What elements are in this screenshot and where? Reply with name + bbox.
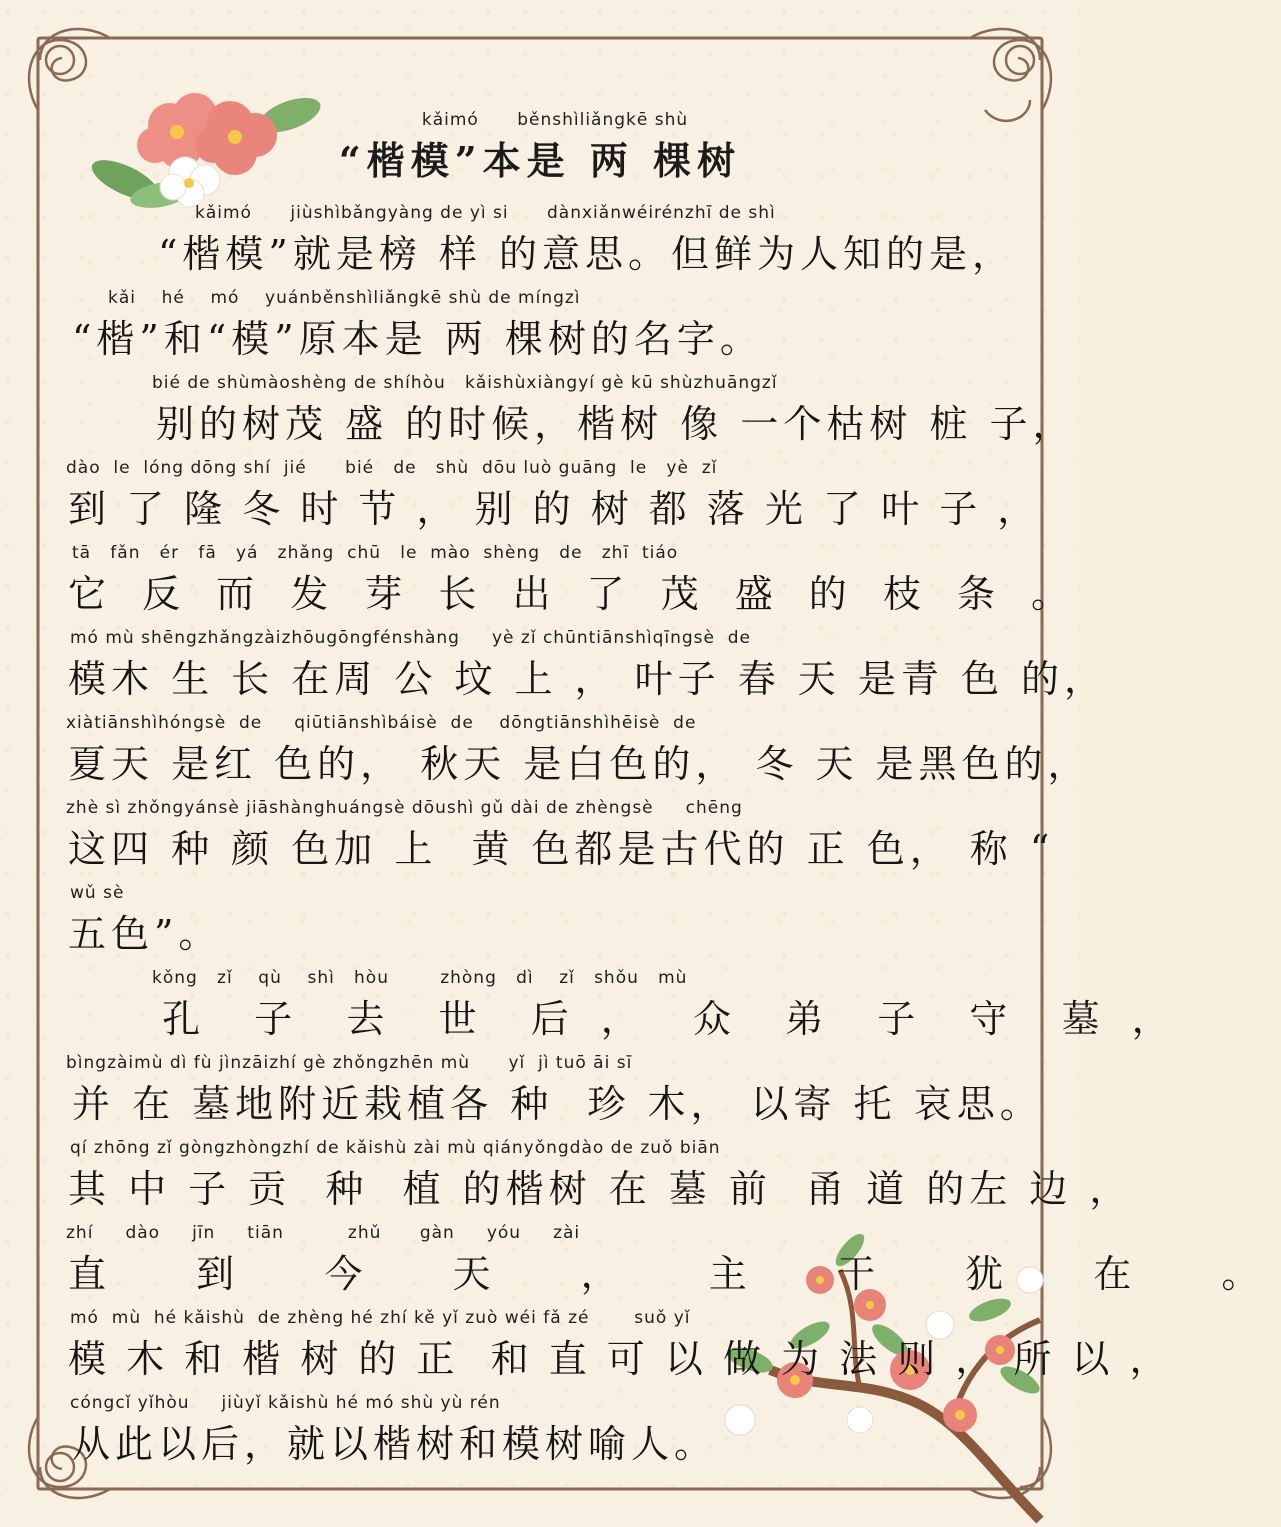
pinyin-line: kǎimó jiùshìbǎngyàng de yì si dànxiǎnwéirénzhī de shì [195, 203, 776, 223]
hanzi-line: “楷”和“模”原本是 两 棵树的名字。 [72, 317, 763, 361]
hanzi-line: 其 中 子 贡 种 植 的楷树 在 墓 前 甬 道 的左 边 ， [68, 1167, 1133, 1211]
pinyin-line: mó mù shēngzhǎngzàizhōugōngfénshàng yè zǐ chūntiānshìqīngsè de [70, 628, 752, 648]
hanzi-line: 模木 生 长 在周 公 坟 上 ， 叶子 春 天 是青 色 的， [68, 657, 1108, 701]
pinyin-line: bié de shùmàoshèng de shíhòu kǎishùxiàngyí gè kū shùzhuāngzǐ [152, 373, 778, 393]
hanzi-line: 五色”。 [68, 912, 222, 956]
title-pinyin: kǎimó běnshìliǎngkē shù [421, 110, 689, 130]
hanzi-line: 模 木 和 楷 树 的 正 和 直 可 以 做 为 法 则 ， 所 以 ， [68, 1337, 1172, 1381]
title-block [0, 110, 1080, 185]
pinyin-line: xiàtiānshìhóngsè de qiūtiānshìbáisè de dōngtiānshìhēisè de [66, 713, 697, 733]
hanzi-line: 别的树茂 盛 的时候，楷树 像 一个枯树 桩 子， [156, 402, 1076, 446]
pinyin-line: wǔ sè [70, 883, 125, 903]
pinyin-line: cóngcǐ yǐhòu jiùyǐ kǎishù hé mó shù yù rén [70, 1393, 501, 1413]
pinyin-line: zhí dào jīn tiān zhǔ gàn yóu zài [66, 1223, 581, 1243]
hanzi-line: 直 到 今 天 ， 主 干 犹 在 。 [68, 1252, 1281, 1296]
pinyin-line: zhè sì zhǒngyánsè jiāshànghuángsè dōushì gǔ dài de zhèngsè chēng [66, 798, 743, 818]
hanzi-line: 这四 种 颜 色加 上 黄 色都是古代的 正 色， 称 “ [68, 827, 1055, 871]
page-title: “楷模”本是 两 棵树 [338, 138, 742, 183]
pinyin-line: tā fǎn ér fā yá zhǎng chū le mào shèng de zhī tiáo [72, 543, 679, 563]
hanzi-line: 从此以后，就以楷树和模树喻人。 [72, 1422, 718, 1466]
hanzi-line: 并 在 墓地附近栽植各 种 珍 木， 以寄 托 哀思。 [72, 1082, 1043, 1126]
hanzi-line: 孔 子 去 世 后 ， 众 弟 子 守 墓 ， [140, 997, 1180, 1041]
hanzi-line: 到 了 隆 冬 时 节 ， 别 的 树 都 落 光 了 叶 子 ， [68, 487, 1040, 531]
hanzi-line: 它 反 而 发 芽 长 出 了 茂 盛 的 枝 条 。 [68, 572, 1082, 616]
pinyin-line: mó mù hé kǎishù de zhèng hé zhí kě yǐ zuò wéi fǎ zé suǒ yǐ [70, 1308, 691, 1328]
hanzi-line: 夏天 是红 色的， 秋天 是白色的， 冬 天 是黑色的， [68, 742, 1091, 786]
pinyin-line: kǎi hé mó yuánběnshìliǎngkē shù de míngzì [108, 288, 581, 308]
pinyin-line: kǒng zǐ qù shì hòu zhòng dì zǐ shǒu mù [152, 968, 688, 988]
pinyin-line: qí zhōng zǐ gòngzhòngzhí de kǎishù zài mù qiányǒngdào de zuǒ biān [70, 1138, 721, 1158]
pinyin-line: dào le lóng dōng shí jié bié de shù dōu luò guāng le yè zǐ [66, 458, 718, 478]
hanzi-line: “楷模”就是榜 样 的意思。但鲜为人知的是， [158, 232, 1016, 276]
pinyin-line: bìngzàimù dì fù jìnzāizhí gè zhǒngzhēn mù yǐ jì tuō āi sī [66, 1053, 633, 1073]
